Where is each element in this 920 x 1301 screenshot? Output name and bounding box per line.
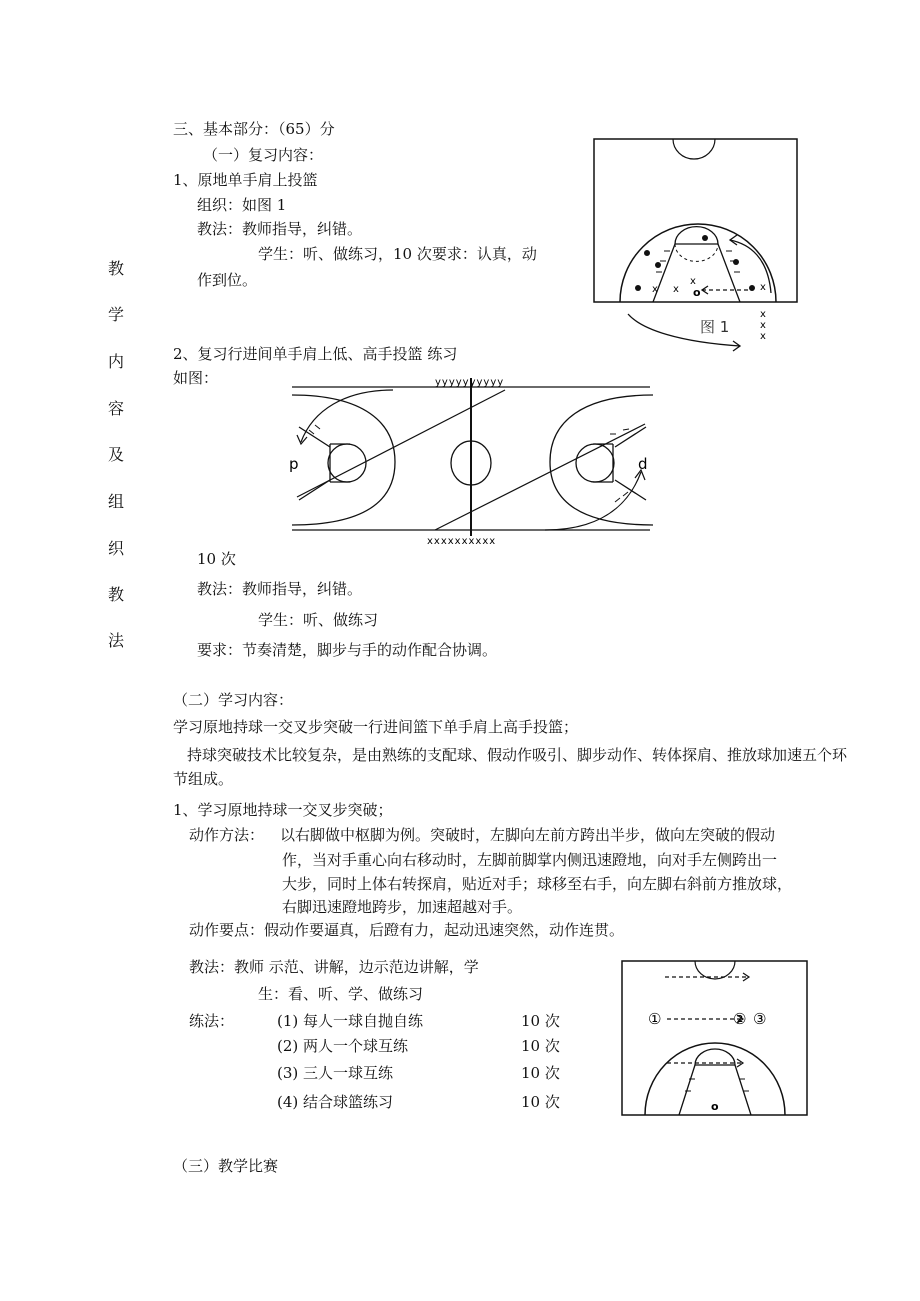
item2-title: 2、复习行进间单手肩上低、高手投篮 练习 xyxy=(173,345,458,363)
fig1-mark: x xyxy=(673,284,679,295)
item1-student-line1: 学生：听、做练习，10 次要求：认真，动 xyxy=(258,245,537,263)
fig1-mark: x xyxy=(652,284,658,295)
match-heading: （三）教学比赛 xyxy=(173,1157,279,1175)
practice-reps: 10 次 xyxy=(521,1012,560,1030)
study-teaching-line2: 生：看、听、学、做练习 xyxy=(258,985,424,1003)
practice-item: (2) 两人一个球互练 xyxy=(277,1037,409,1055)
review-heading: （一）复习内容： xyxy=(203,146,324,164)
study-teaching-line1: 教法：教师 示范、讲解，边示范边讲解，学 xyxy=(189,958,479,976)
practice-item: (1) 每人一球自抛自练 xyxy=(277,1012,424,1030)
fig1-mark: x xyxy=(760,309,766,320)
practice-item: (3) 三人一球互练 xyxy=(277,1064,394,1082)
practice-reps: 10 次 xyxy=(521,1037,560,1055)
practice-reps: 10 次 xyxy=(521,1093,560,1111)
practice-reps: 10 次 xyxy=(521,1064,560,1082)
fig1-mark: x xyxy=(690,276,696,287)
study-heading: （二）学习内容： xyxy=(173,691,294,709)
side-char: 织 xyxy=(108,539,125,558)
study-line1: 学习原地持球一交叉步突破一行进间篮下单手肩上高手投篮； xyxy=(173,718,579,736)
fig3-label: ③ xyxy=(753,1010,767,1028)
method-line3: 大步，同时上体右转探肩，贴近对手；球移至右手，向左脚右斜前方推放球， xyxy=(282,875,793,893)
fig3-label: ② xyxy=(733,1010,747,1028)
figure-2-fullcourt xyxy=(285,372,660,547)
fig3-letter: o xyxy=(711,1100,719,1113)
key-points: 动作要点：假动作要逼真，后蹬有力，起动迅速突然，动作连贯。 xyxy=(189,921,625,939)
method-line1: 以右脚做中枢脚为例。突破时，左脚向左前方跨出半步，做向左突破的假动 xyxy=(280,826,776,844)
method-label: 动作方法： xyxy=(189,826,265,844)
figure-1-caption: 图 1 xyxy=(700,318,730,336)
fig1-mark: x xyxy=(760,282,766,293)
figure-3-court xyxy=(615,955,815,1120)
fig2-top-players: yyyyyyyyyy xyxy=(435,377,505,388)
item1-title: 1、原地单手肩上投篮 xyxy=(173,171,318,189)
side-char: 教 xyxy=(108,259,125,278)
fig2-left-letter: p xyxy=(289,455,299,473)
fig3-label: ① xyxy=(648,1010,662,1028)
study-paragraph: 持球突破技术比较复杂，是由熟练的支配球、假动作吸引、脚步动作、转体探肩、推放球加速五个环节组成。 xyxy=(173,746,848,788)
practice-label: 练法： xyxy=(189,1012,235,1030)
svg-text:o: o xyxy=(693,286,701,299)
practice-item: (4) 结合球篮练习 xyxy=(277,1093,394,1111)
section-heading-basic: 三、基本部分：（65）分 xyxy=(173,120,335,138)
item2-requirement: 要求：节奏清楚，脚步与手的动作配合协调。 xyxy=(197,641,498,659)
study-item1-title: 1、学习原地持球一交叉步突破； xyxy=(173,801,393,819)
side-char: 组 xyxy=(108,492,125,511)
side-char: 学 xyxy=(108,305,125,324)
fig2-bottom-players: xxxxxxxxxx xyxy=(427,536,497,547)
method-line2: 作，当对手重心向右移动时，左脚前脚掌内侧迅速蹬地，向对手左侧跨出一 xyxy=(282,851,778,869)
item1-teaching: 教法：教师指导，纠错。 xyxy=(197,220,363,238)
item1-organization: 组织：如图 1 xyxy=(197,196,287,214)
side-char: 容 xyxy=(108,399,125,418)
fig1-mark: x xyxy=(760,331,766,342)
item2-student: 学生：听、做练习 xyxy=(258,611,379,629)
item2-as-figure: 如图： xyxy=(173,369,219,387)
item2-teaching: 教法：教师指导，纠错。 xyxy=(197,580,363,598)
fig1-mark: x xyxy=(760,320,766,331)
method-line4: 右脚迅速蹬地跨步，加速超越对手。 xyxy=(282,898,523,916)
side-char: 法 xyxy=(108,631,125,650)
item1-student-line2: 作到位。 xyxy=(197,271,258,289)
side-char: 教 xyxy=(108,585,125,604)
item2-reps: 10 次 xyxy=(197,550,236,568)
side-char: 及 xyxy=(108,445,125,464)
fig2-right-letter: d xyxy=(638,455,648,473)
figure-1-court xyxy=(580,130,810,370)
side-char: 内 xyxy=(108,352,125,371)
